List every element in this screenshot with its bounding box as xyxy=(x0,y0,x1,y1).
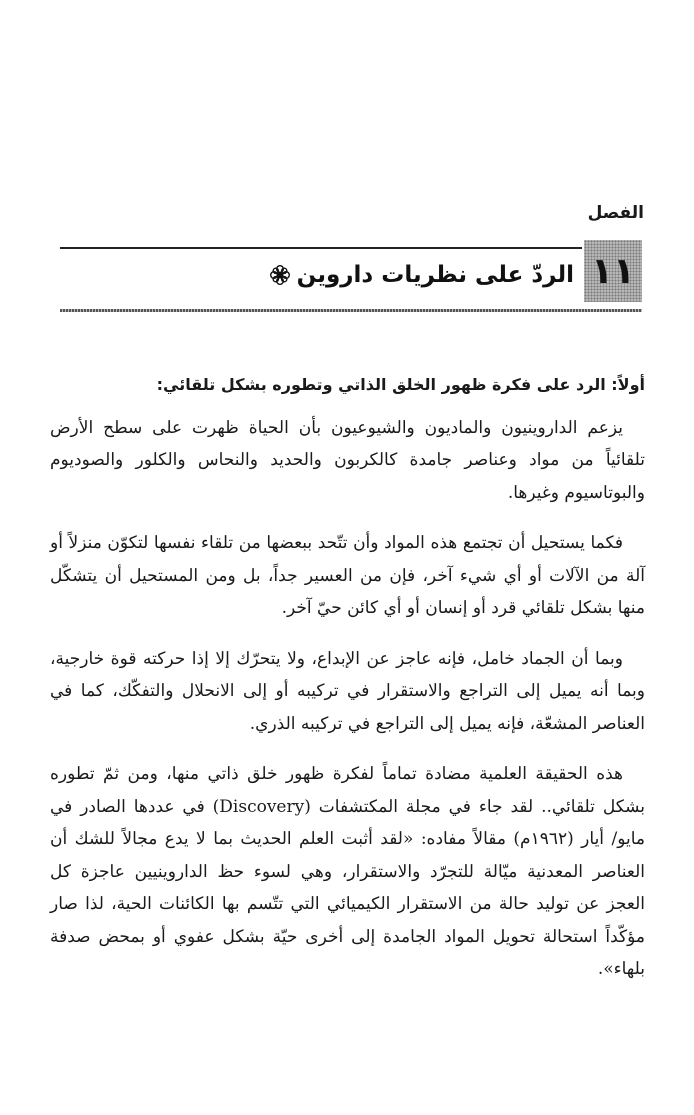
chapter-label: الفصل xyxy=(587,203,644,223)
chapter-body xyxy=(50,372,645,1004)
paragraph-4: هذه الحقيقة العلمية مضادة تماماً لفكرة ظهور خلق ذاتي منها، ومن ثمّ تطوره بشكل تلقائي.. لقد جاء في مجلة المكتشفات (Discovery) في عددها الصادر في مايو/ أيار (١٩٦٢م) مقالاً مفاده: «لقد أثبت العلم الحديث بما لا يدع مجالاً للشك أن العناصر المعدنية ميّالة للتجرّد والاستقرار، وهي لسوء حظ الداروينيين عاجزة كل العجز عن توليد حالة من الاستقرار الكيميائي التي تتّسم بها الكائنات الحية، لذا صار مؤكّداً استحالة تحويل المواد الجامدة إلى أخرى حيّة بشكل عفوي أو بمحض صدفة بلهاء». xyxy=(50,764,645,980)
header-top-rule xyxy=(60,247,582,249)
paragraph-3: وبما أن الجماد خامل، فإنه عاجز عن الإبداع، ولا يتحرّك إلا إذا حركته قوة خارجية، وبما أنه يميل إلى التراجع والاستقرار في تركيبه أو إلى الانحلال والتفكّك، كما في العناصر المشعّة، فإنه يميل إلى التراجع في تركيبه الذري. xyxy=(50,648,645,734)
header-bottom-rule xyxy=(60,309,642,312)
section-heading: أولاً: الرد على فكرة ظهور الخلق الذاتي وتطوره بشكل تلقائي: xyxy=(156,375,645,394)
paragraph-2: فكما يستحيل أن تجتمع هذه المواد وأن تتّحد ببعضها من تلقاء نفسها لتكوّن منزلاً أو آلة من الآلات أو أي شيء آخر، فإن من العسير جداً، بل ومن المستحيل أن يتشكّل منها بشكل تلقائي قرد أو إنسان أو أي كائن حيّ آخر. xyxy=(50,533,645,619)
paragraph-1: يزعم الداروينيون والماديون والشيوعيون بأن الحياة ظهرت على سطح الأرض تلقائياً من مواد وعناصر جامدة كالكربون والحديد والنحاس والكلور والصوديوم والبوتاسيوم وغيرها. xyxy=(50,417,645,503)
chapter-title: الردّ على نظريات داروين xyxy=(296,262,574,288)
chapter-number: ١١ xyxy=(591,250,635,292)
chapter-title-row xyxy=(269,262,574,288)
flower-ornament-icon xyxy=(269,264,291,286)
chapter-number-box xyxy=(584,240,642,302)
